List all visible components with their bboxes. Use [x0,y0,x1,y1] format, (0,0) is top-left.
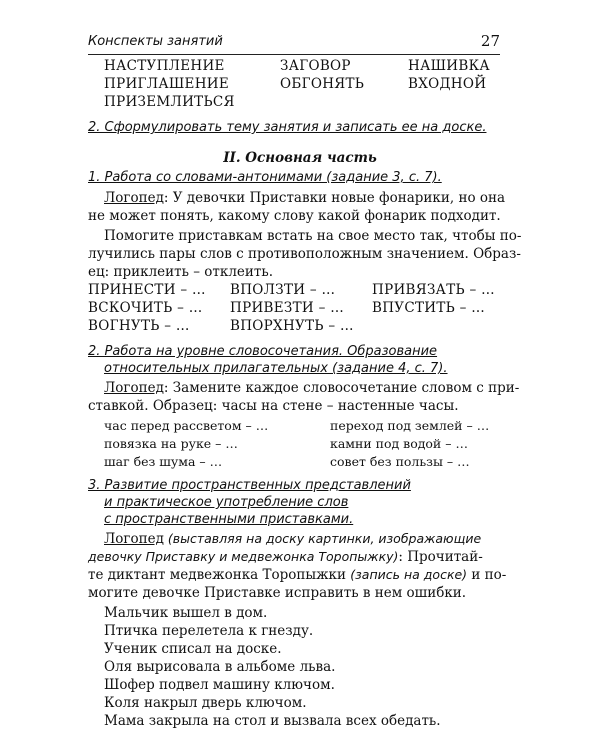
word-item: ВХОДНОЙ [408,76,487,92]
dictation-line: Птичка перелетела к гнезду. [104,623,314,639]
antonym-item: ВПОРХНУТЬ – … [230,318,354,334]
paragraph-line [104,531,481,547]
task-heading: 2. Сформулировать тему занятия и записать ее на доске. [88,120,487,135]
dictation-line: Коля накрыл дверь ключом. [104,695,307,711]
phrase-item: переход под землей – … [330,418,490,433]
paragraph-line [104,190,505,206]
page-number: 27 [480,32,500,50]
speaker-label: Логопед [104,380,164,396]
word-item: ПРИГЛАШЕНИЕ [104,76,230,92]
antonym-item: ВПОЛЗТИ – … [230,282,336,298]
antonym-item: ВПУСТИТЬ – … [372,300,486,316]
paragraph-line: ставкой. Образец: часы на стене – настенные часы. [88,398,459,414]
dictation-line: Мама закрыла на стол и вызвала всех обедать. [104,713,441,729]
antonym-item: ВОГНУТЬ – … [88,318,190,334]
running-header [88,32,500,55]
word-item: ОБГОНЯТЬ [280,76,365,92]
phrase-item: шаг без шума – … [104,454,223,469]
speaker-label: Логопед [104,531,164,547]
paragraph-text: : У девочки Приставки новые фонарики, но она [163,190,506,206]
paragraph-line [88,567,506,583]
paragraph-text: : Замените каждое словосочетание словом с при- [163,380,520,396]
antonym-item: ПРИВЯЗАТЬ – … [372,282,495,298]
paragraph-text: и по- [467,567,507,583]
header-title: Конспекты занятий [88,34,223,49]
phrase-item: повязка на руке – … [104,436,238,451]
task-heading: 1. Работа со словами-антонимами (задание 3, с. 7). [88,170,442,185]
paragraph-line: не может понять, какому слову какой фонарик подходит. [88,208,501,224]
task-heading: и практическое употребление слов [104,495,349,510]
task-heading: 3. Развитие пространственных представлений [88,478,411,493]
task-heading: относительных прилагательных (задание 4, с. 7). [104,361,448,376]
paragraph-line: Помогите приставкам встать на свое место так, чтобы по- [104,228,522,244]
dictation-line: Оля вырисовала в альбоме льва. [104,659,336,675]
stage-direction: (выставляя на доску картинки, изображающие [163,531,482,546]
speaker-label: Логопед [104,190,164,206]
antonym-item: ВСКОЧИТЬ – … [88,300,203,316]
antonym-item: ПРИНЕСТИ – … [88,282,206,298]
task-heading: 2. Работа на уровне словосочетания. Образование [88,344,438,359]
antonym-item: ПРИВЕЗТИ – … [230,300,345,316]
phrase-item: совет без пользы – … [330,454,470,469]
dictation-line: Шофер подвел машину ключом. [104,677,335,693]
word-item: ЗАГОВОР [280,58,351,74]
word-item: НАШИВКА [408,58,490,74]
paragraph-line: могите девочке Приставке исправить в нем ошибки. [88,585,467,601]
word-item: НАСТУПЛЕНИЕ [104,58,225,74]
dictation-line: Ученик списал на доске. [104,641,282,657]
word-item: ПРИЗЕМЛИТЬСЯ [104,94,235,110]
phrase-item: камни под водой – … [330,436,468,451]
paragraph-text: те диктант медвежонка Торопыжки [88,567,351,583]
paragraph-line: ец: приклеить – отклеить. [88,264,274,280]
stage-direction: (запись на доске) [350,567,468,582]
phrase-item: час перед рассветом – … [104,418,269,433]
section-title: II. Основная часть [223,150,377,166]
paragraph-text: : Прочитай- [398,549,483,565]
paragraph-line: лучились пары слов с противоположным значением. Образ- [88,246,521,262]
paragraph-line [88,549,483,565]
paragraph-line [104,380,519,396]
stage-direction: девочку Приставку и медвежонка Торопыжку) [88,549,399,564]
dictation-line: Мальчик вышел в дом. [104,605,268,621]
task-heading: с пространственными приставками. [104,512,354,527]
